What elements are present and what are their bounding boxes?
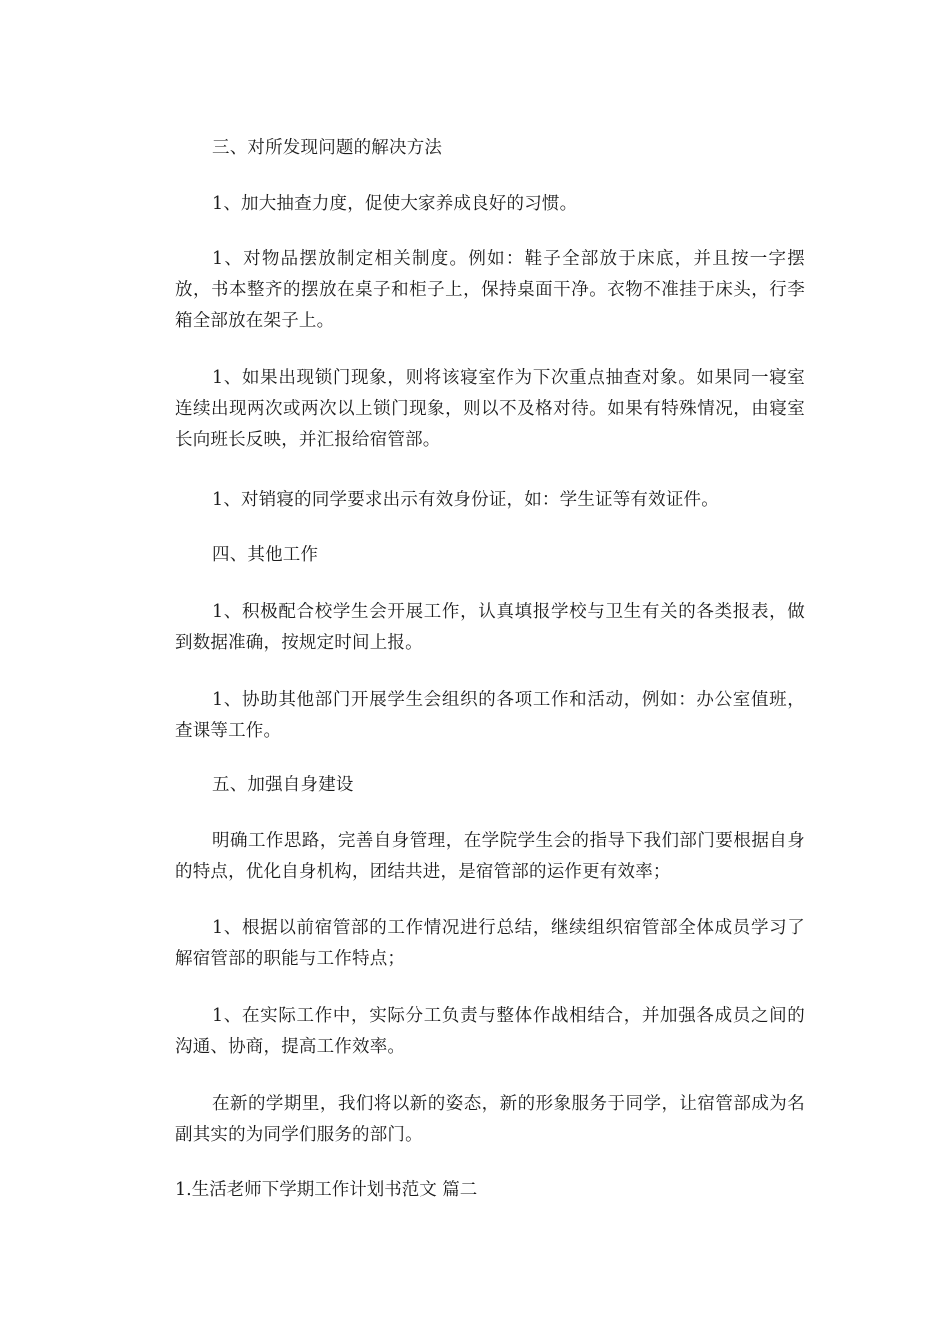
paragraph-item-placement: 1、对物品摆放制定相关制度。例如：鞋子全部放于床底，并且按一字摆放，书本整齐的摆放在桌子和柜子上，保持桌面干净。衣物不准挂于床头，行李箱全部放在架子上。 (175, 249, 805, 331)
section-heading-solutions: 三、对所发现问题的解决方法 (212, 138, 443, 158)
section-heading-other-work: 四、其他工作 (212, 545, 319, 565)
paragraph-cooperation: 1、积极配合校学生会开展工作，认真填报学校与卫生有关的各类报表，做到数据准确，按规定时间上报。 (175, 602, 805, 653)
paragraph-id-check: 1、对销寝的同学要求出示有效身份证，如：学生证等有效证件。 (212, 490, 719, 510)
paragraph-inspection: 1、加大抽查力度，促使大家养成良好的习惯。 (212, 194, 578, 214)
paragraph-new-semester: 在新的学期里，我们将以新的姿态，新的形象服务于同学，让宿管部成为名副其实的为同学们服务的部门。 (175, 1094, 805, 1145)
section-title-part-two: 1.生活老师下学期工作计划书范文 篇二 (175, 1180, 478, 1200)
paragraph-summary-study: 1、根据以前宿管部的工作情况进行总结，继续组织宿管部全体成员学习了解宿管部的职能与工作特点； (175, 918, 805, 969)
paragraph-assist-departments: 1、协助其他部门开展学生会组织的各项工作和活动，例如：办公室值班，查课等工作。 (175, 690, 805, 741)
paragraph-division-of-labor: 1、在实际工作中，实际分工负责与整体作战相结合，并加强各成员之间的沟通、协商，提高工作效率。 (175, 1006, 805, 1057)
paragraph-work-approach: 明确工作思路，完善自身管理，在学院学生会的指导下我们部门要根据自身的特点，优化自身机构，团结共进，是宿管部的运作更有效率； (175, 831, 805, 882)
paragraph-locked-door: 1、如果出现锁门现象，则将该寝室作为下次重点抽查对象。如果同一寝室连续出现两次或两次以上锁门现象，则以不及格对待。如果有特殊情况，由寝室长向班长反映，并汇报给宿管部。 (175, 368, 805, 450)
section-heading-self-building: 五、加强自身建设 (212, 775, 354, 795)
